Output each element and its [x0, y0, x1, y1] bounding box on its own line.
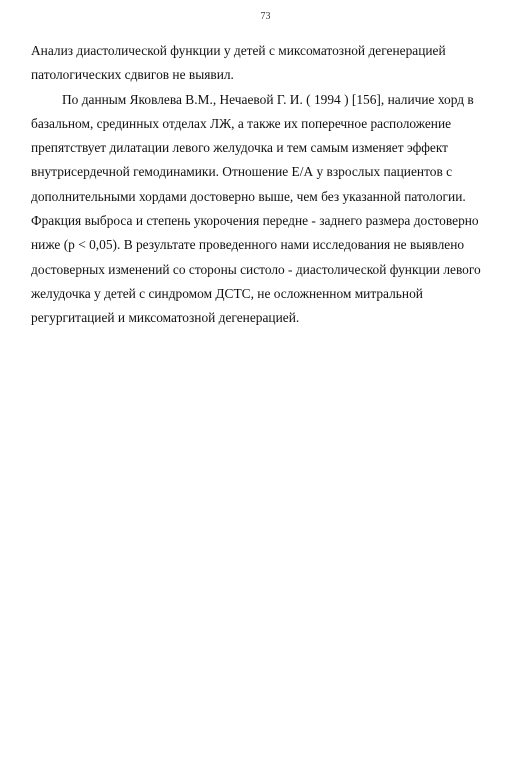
text-line: внутрисердечной гемодинамики. Отношение Е/А у взрослых пациентов с: [31, 164, 453, 180]
paragraph-first-line: По данным Яковлева В.М., Нечаевой Г. И. ( 1994 ) [156], наличие хорд в: [62, 91, 474, 107]
text-line: базальном, срединных отделах ЛЖ, а также их поперечное расположение: [31, 115, 452, 131]
page-number: 73: [260, 11, 271, 22]
text-line: достоверных изменений со стороны систоло - диастолической функции левого: [31, 261, 481, 277]
text-line: патологических сдвигов не выявил.: [31, 67, 234, 83]
text-line: желудочка у детей с синдромом ДСТС, не осложненном митральной: [31, 285, 423, 301]
text-line: Фракция выброса и степень укорочения передне - заднего размера достоверно: [31, 213, 479, 229]
text-line: регургитацией и миксоматозной дегенерацией.: [31, 310, 300, 326]
text-line: Анализ диастолической функции у детей с миксоматозной дегенерацией: [31, 43, 446, 58]
text-line: препятствует дилатации левого желудочка и тем самым изменяет эффект: [31, 140, 449, 156]
text-line: дополнительными хордами достоверно выше, чем без указанной патологии.: [31, 188, 466, 204]
text-line: ниже (р < 0,05). В результате проведенного нами исследования не выявлено: [31, 237, 465, 253]
body-text: [31, 39, 509, 331]
